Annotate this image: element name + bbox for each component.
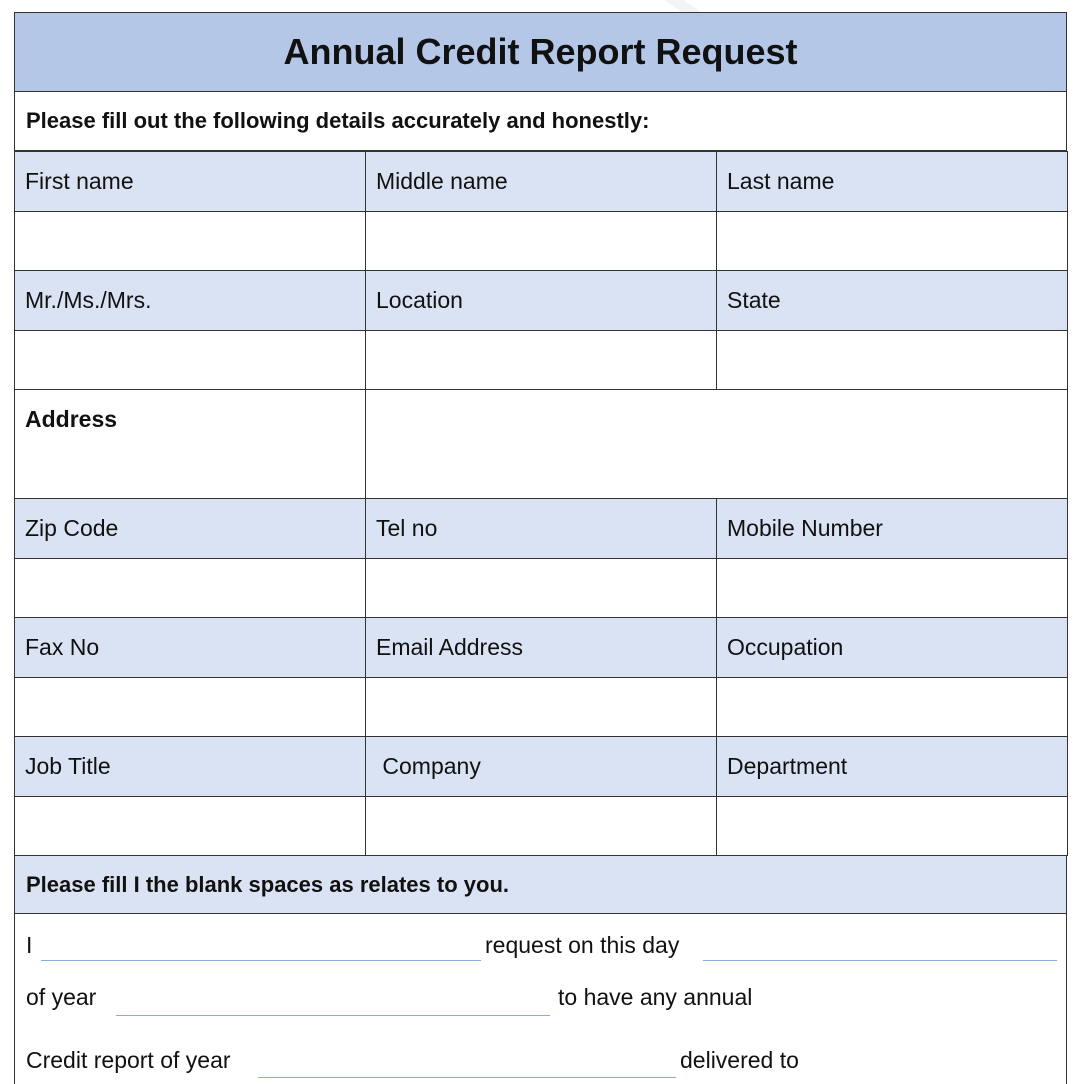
statement-line1-b: request on this day (485, 932, 680, 958)
input-row (15, 797, 1068, 856)
location-field[interactable] (366, 331, 717, 390)
label-row (15, 737, 1068, 797)
day-blank[interactable] (703, 960, 1057, 961)
name-blank[interactable] (41, 960, 481, 961)
address-label: Address (15, 390, 366, 499)
label-row (15, 618, 1068, 678)
email-address-label: Email Address (366, 618, 717, 678)
email-address-field[interactable] (366, 678, 717, 737)
department-field[interactable] (717, 797, 1068, 856)
label-row (15, 271, 1068, 331)
job-title-field[interactable] (15, 797, 366, 856)
zip-code-field[interactable] (15, 559, 366, 618)
tel-no-field[interactable] (366, 559, 717, 618)
first-name-field[interactable] (15, 212, 366, 271)
credit-report-form (14, 12, 1067, 1084)
middle-name-field[interactable] (366, 212, 717, 271)
input-row (15, 559, 1068, 618)
first-name-label: First name (15, 152, 366, 212)
fax-no-field[interactable] (15, 678, 366, 737)
mobile-number-label: Mobile Number (717, 499, 1068, 559)
address-row (15, 390, 1068, 499)
statement-section (14, 914, 1067, 1084)
label-row (15, 152, 1068, 212)
occupation-label: Occupation (717, 618, 1068, 678)
input-row (15, 678, 1068, 737)
last-name-label: Last name (717, 152, 1068, 212)
input-row (15, 331, 1068, 390)
state-label: State (717, 271, 1068, 331)
mobile-number-field[interactable] (717, 559, 1068, 618)
report-year-blank[interactable] (258, 1077, 676, 1078)
fax-no-label: Fax No (15, 618, 366, 678)
salutation-label: Mr./Ms./Mrs. (15, 271, 366, 331)
label-row (15, 499, 1068, 559)
job-title-label: Job Title (15, 737, 366, 797)
state-field[interactable] (717, 331, 1068, 390)
department-label: Department (717, 737, 1068, 797)
location-label: Location (366, 271, 717, 331)
input-row (15, 212, 1068, 271)
occupation-field[interactable] (717, 678, 1068, 737)
salutation-field[interactable] (15, 331, 366, 390)
form-instruction: Please fill out the following details accurately and honestly: (14, 92, 1067, 151)
last-name-field[interactable] (717, 212, 1068, 271)
fill-instruction: Please fill I the blank spaces as relates to you. (14, 856, 1067, 914)
tel-no-label: Tel no (366, 499, 717, 559)
form-title: Annual Credit Report Request (14, 12, 1067, 92)
middle-name-label: Middle name (366, 152, 717, 212)
details-table (14, 151, 1068, 856)
statement-line2-a: of year (26, 984, 97, 1010)
statement-line3-b: delivered to (680, 1047, 799, 1073)
company-field[interactable] (366, 797, 717, 856)
address-field[interactable] (366, 390, 1068, 499)
zip-code-label: Zip Code (15, 499, 366, 559)
statement-line2-b: to have any annual (558, 984, 753, 1010)
year-blank[interactable] (116, 1015, 550, 1016)
statement-line1-a: I (26, 932, 33, 958)
company-label: Company (366, 737, 717, 797)
statement-line3-a: Credit report of year (26, 1047, 231, 1073)
